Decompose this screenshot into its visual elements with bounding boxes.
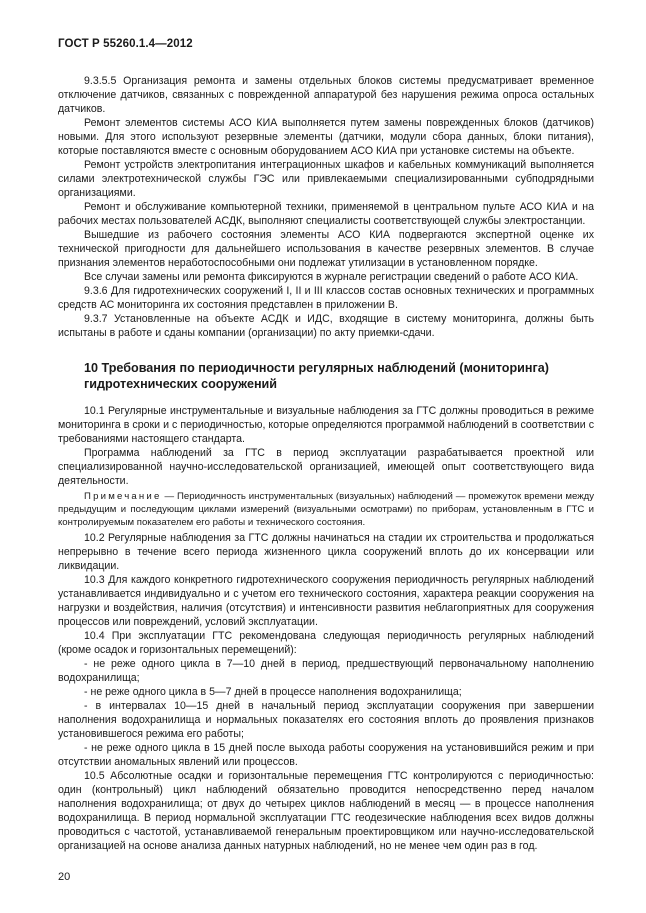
paragraph-computer-maintenance: Ремонт и обслуживание компьютерной техники, применяемой в центральном пульте АСО КИА и на рабочих местах пользователей АСДК, выполняют специалисты соответствующей службы электростанции. bbox=[58, 201, 594, 227]
section-title-10: 10 Требования по периодичности регулярных наблюдений (мониторинга) гидротехнических сооружений bbox=[84, 361, 549, 391]
note-text: — Периодичность инструментальных (визуальных) наблюдений — промежуток времени между предыдущим и последующим циклами измерений (визуальными осмотрами) по приборам, установленным в ГТС и контролируемым показателем его работы и технического состояния. bbox=[58, 491, 595, 528]
paragraph-repair-elements: Ремонт элементов системы АСО КИА выполняется путем замены поврежденных блоков (датчиков) новыми. Для этого используют резервные элементы (датчики, модули сбора данных, блоки питания), которые поставляются вместе с основным оборудованием АСО КИА при установке системы на объекте. bbox=[58, 117, 594, 157]
paragraph-9-3-7: 9.3.7 Установленные на объекте АСДК и ИДС, входящие в систему мониторинга, должны быть испытаны в работе и сданы компании (организации) по акту приемки-сдачи. bbox=[58, 313, 594, 339]
paragraph-journal: Все случаи замены или ремонта фиксируются в журнале регистрации сведений о работе АСО КИА. bbox=[84, 271, 579, 283]
page-number: 20 bbox=[58, 871, 71, 883]
document-header: ГОСТ Р 55260.1.4—2012 bbox=[58, 38, 193, 50]
note-paragraph bbox=[58, 490, 594, 529]
paragraph-10-4: 10.4 При эксплуатации ГТС рекомендована следующая периодичность регулярных наблюдений (кроме осадок и горизонтальных перемещений): bbox=[58, 630, 594, 656]
list-item: - не реже одного цикла в 7—10 дней в период, предшествующий первоначальному наполнению водохранилища; bbox=[58, 658, 594, 684]
document-page bbox=[58, 38, 594, 883]
list-item: - не реже одного цикла в 15 дней после выхода работы сооружения на установившийся режим и при отсутствии аномальных явлений или процессов. bbox=[58, 742, 594, 768]
paragraph-10-5: 10.5 Абсолютные осадки и горизонтальные перемещения ГТС контролируются с периодичностью: один (контрольный) цикл наблюдений обязательно проводится непосредственно перед началом наполнения водохранилища; от двух до четырех циклов наблюдений в месяц — в процессе наполнения водохранилища. В период нормальной эксплуатации ГТС геодезические наблюдения всех видов должны проводиться с частотой, устанавливаемой генеральным проектировщиком или научно-исследовательской организацией на основе анализа данных натурных наблюдений, но не менее чем один раз в год. bbox=[58, 770, 594, 852]
paragraph-power-repair: Ремонт устройств электропитания интеграционных шкафов и кабельных коммуникаций выполняется силами электротехнической службы ГЭС или привлекаемыми специализированными субподрядными организациями. bbox=[58, 159, 594, 199]
paragraph-10-2: 10.2 Регулярные наблюдения за ГТС должны начинаться на стадии их строительства и продолжаться непрерывно в течение всего периода жизненного цикла сооружений вплоть до их консервации или ликвидации. bbox=[58, 532, 594, 572]
paragraph-9-3-5-5: 9.3.5.5 Организация ремонта и замены отдельных блоков системы предусматривает временное отключение датчиков, связанных с поврежденной аппаратурой без нарушения режима опроса остальных датчиков. bbox=[58, 75, 594, 115]
paragraph-9-3-6: 9.3.6 Для гидротехнических сооружений I, II и III классов состав основных технических и программных средств АС мониторинга их состояния представлен в приложении В. bbox=[58, 285, 594, 311]
list-item: - не реже одного цикла в 5—7 дней в процессе наполнения водохранилища; bbox=[84, 686, 462, 698]
note-label: Примечание bbox=[84, 491, 162, 502]
paragraph-program: Программа наблюдений за ГТС в период эксплуатации разрабатывается проектной или специализированной научно-исследовательской организацией, имеющей опыт соответствующего вида деятельности. bbox=[58, 447, 594, 487]
paragraph-failed-elements: Вышедшие из рабочего состояния элементы АСО КИА подвергаются экспертной оценке их технической пригодности для дальнейшего использования в качестве резервных элементов. В случае признания элементов неработоспособными они подлежат утилизации в установленном порядке. bbox=[58, 229, 594, 269]
paragraph-10-1: 10.1 Регулярные инструментальные и визуальные наблюдения за ГТС должны проводиться в режиме мониторинга в сроки и с периодичностью, которые определяются программой наблюдений в соответствии с требованиями настоящего стандарта. bbox=[58, 405, 594, 445]
list-item: - в интервалах 10—15 дней в начальный период эксплуатации сооружения при завершении наполнения водохранилища и нормальных показателях его состояния вплоть до проявления признаков установившегося режима его работы; bbox=[58, 700, 594, 740]
paragraph-10-3: 10.3 Для каждого конкретного гидротехнического сооружения периодичность регулярных наблюдений устанавливается индивидуально и с учетом его технического состояния, характера реакции сооружения на нагрузки и воздействия, наличия (отсутствия) и интенсивности развития неблагоприятных для сооружения процессов или повреждений, условий эксплуатации. bbox=[58, 574, 594, 628]
